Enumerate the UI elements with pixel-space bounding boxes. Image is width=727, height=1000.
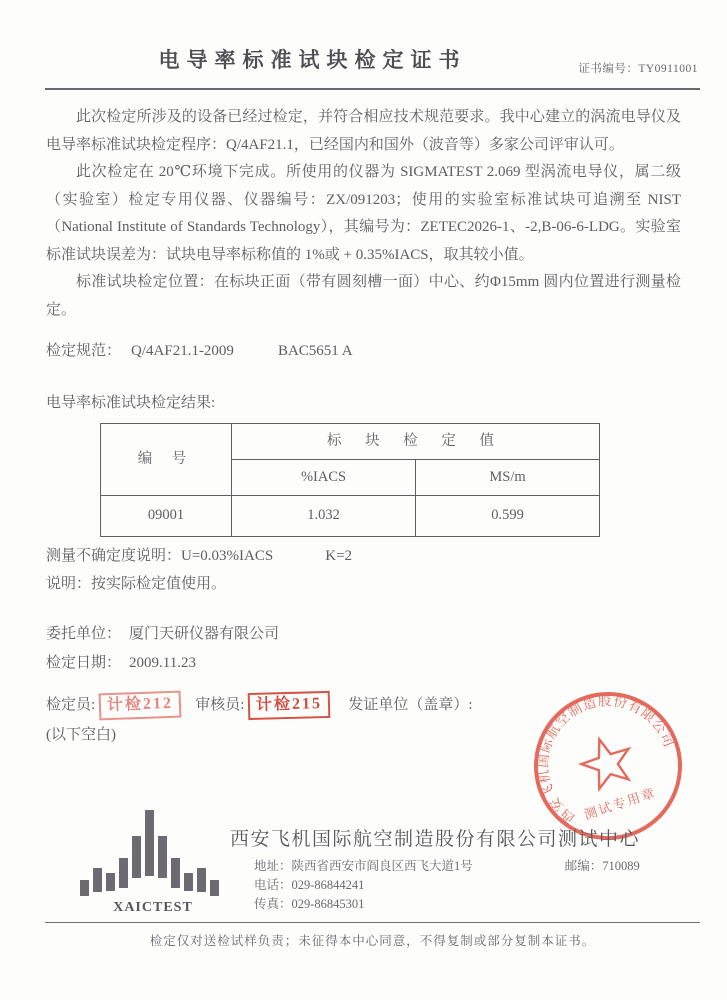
logo-bar (93, 868, 102, 892)
logo-text: XAICTEST (113, 900, 193, 915)
note-value: 按实际检定值使用。 (91, 575, 227, 592)
reviewer-stamp: 计检215 (248, 691, 331, 720)
certificate-number (578, 60, 698, 76)
table-header-group: 标 块 检 定 值 (232, 424, 600, 460)
logo-bar (106, 873, 115, 891)
seal-bottom-text: 测试专用章 (582, 784, 659, 823)
spec-value-2: BAC5651 A (277, 343, 353, 359)
date-label: 检定日期： (46, 655, 122, 671)
address-label: 地址： (254, 859, 292, 873)
date-value: 2009.11.23 (129, 655, 196, 671)
org-block (46, 806, 699, 914)
xaictest-logo (78, 810, 228, 922)
note-label: 说明： (46, 575, 92, 592)
cell-block-id: 09001 (101, 496, 232, 537)
zip-value: 710089 (602, 859, 640, 873)
k-value: K=2 (325, 548, 353, 564)
date-line (46, 649, 681, 678)
logo-bar (171, 858, 180, 888)
table-header-msm: MS/m (416, 460, 600, 496)
header (45, 0, 700, 90)
certificate-number-label: 证书编号： (578, 63, 639, 75)
note-line (46, 571, 681, 599)
client-line (46, 620, 681, 649)
phone-line (254, 876, 699, 895)
fax-value: 029-86845301 (291, 897, 365, 911)
phone-value: 029-86844241 (291, 878, 365, 892)
spec-line (46, 338, 681, 366)
logo-bar (210, 880, 219, 896)
results-heading: 电导率标准试块检定结果: (46, 394, 216, 411)
address-line (254, 857, 699, 876)
page-title: 电导率标准试块检定证书 (158, 48, 467, 72)
blank-below-note: (以下空白) (46, 726, 116, 743)
uncertainty-label: 测量不确定度说明： (46, 548, 182, 564)
paragraph-instrument: 此次检定在 20℃环境下完成。所使用的仪器为 SIGMATEST 2.069 型涡流电导仪，属二级（实验室）检定专用仪器、仪器编号：ZX/091203；使用的实验室标准试块可追溯至 NIST（National Institute of Standards Technology），其编号为：ZETEC2026-1、-2,B-06-6-LDG。实验室标准试块误差为：试块电导率标称值的 1%或 + 0.35%IACS，取其较小值。 (46, 164, 681, 263)
fax-label: 传真： (254, 897, 292, 911)
org-name: 西安飞机国际航空制造股份有限公司测试中心 (230, 829, 641, 850)
reviewer-label: 审核员: (195, 697, 245, 713)
spec-label: 检定规范： (46, 343, 122, 359)
logo-bar (132, 836, 141, 878)
spec-value-1: Q/4AF21.1-2009 (131, 343, 234, 359)
seal-ring-text: 西安飞机国际航空制造股份有限公司 (535, 693, 677, 827)
uncertainty-line (46, 543, 681, 571)
body (0, 90, 727, 749)
logo-bar (145, 810, 154, 876)
org-info (230, 824, 699, 914)
client-block (46, 620, 681, 678)
logo-bar (158, 836, 167, 878)
verifier-label: 检定员: (46, 697, 96, 713)
zip-label: 邮编： (564, 859, 603, 873)
footer-disclaimer: 检定仅对送检试样负责；未征得本中心同意，不得复制或部分复制本证书。 (45, 922, 700, 949)
results-table (100, 423, 600, 537)
table-row (101, 496, 600, 537)
table-header-iacs: %IACS (232, 460, 416, 496)
certificate-number-value: TY0911001 (638, 63, 698, 75)
issuer-label: 发证单位（盖章）: (348, 697, 473, 713)
logo-bar (184, 873, 193, 891)
client-value: 厦门天研仪器有限公司 (129, 626, 280, 642)
logo-bar (80, 880, 89, 896)
org-contact-lines (254, 857, 699, 914)
cell-iacs-value: 1.032 (232, 496, 416, 537)
signature-row (46, 692, 681, 720)
logo-bar (119, 858, 128, 888)
paragraph-equipment: 此次检定所涉及的设备已经过检定，并符合相应技术规范要求。我中心建立的涡流电导仪及电导率标准试块检定程序：Q/4AF21.1，已经国内和国外（波音等）多家公司评审认可。 (46, 109, 681, 153)
cell-msm-value: 0.599 (416, 496, 600, 537)
paragraph-position: 标准试块检定位置：在标块正面（带有圆刻槽一面）中心、约Φ15mm 圆内位置进行测量检定。 (46, 274, 681, 318)
client-label: 委托单位： (46, 626, 122, 642)
phone-label: 电话： (254, 878, 292, 892)
address-value: 陕西省西安市阎良区西飞大道1号 (291, 859, 473, 873)
table-header-id: 编 号 (101, 424, 232, 496)
logo-bar (197, 868, 206, 892)
fax-line (254, 895, 699, 914)
verifier-stamp: 计检212 (99, 691, 182, 721)
uncertainty-value: U=0.03%IACS (181, 548, 274, 564)
